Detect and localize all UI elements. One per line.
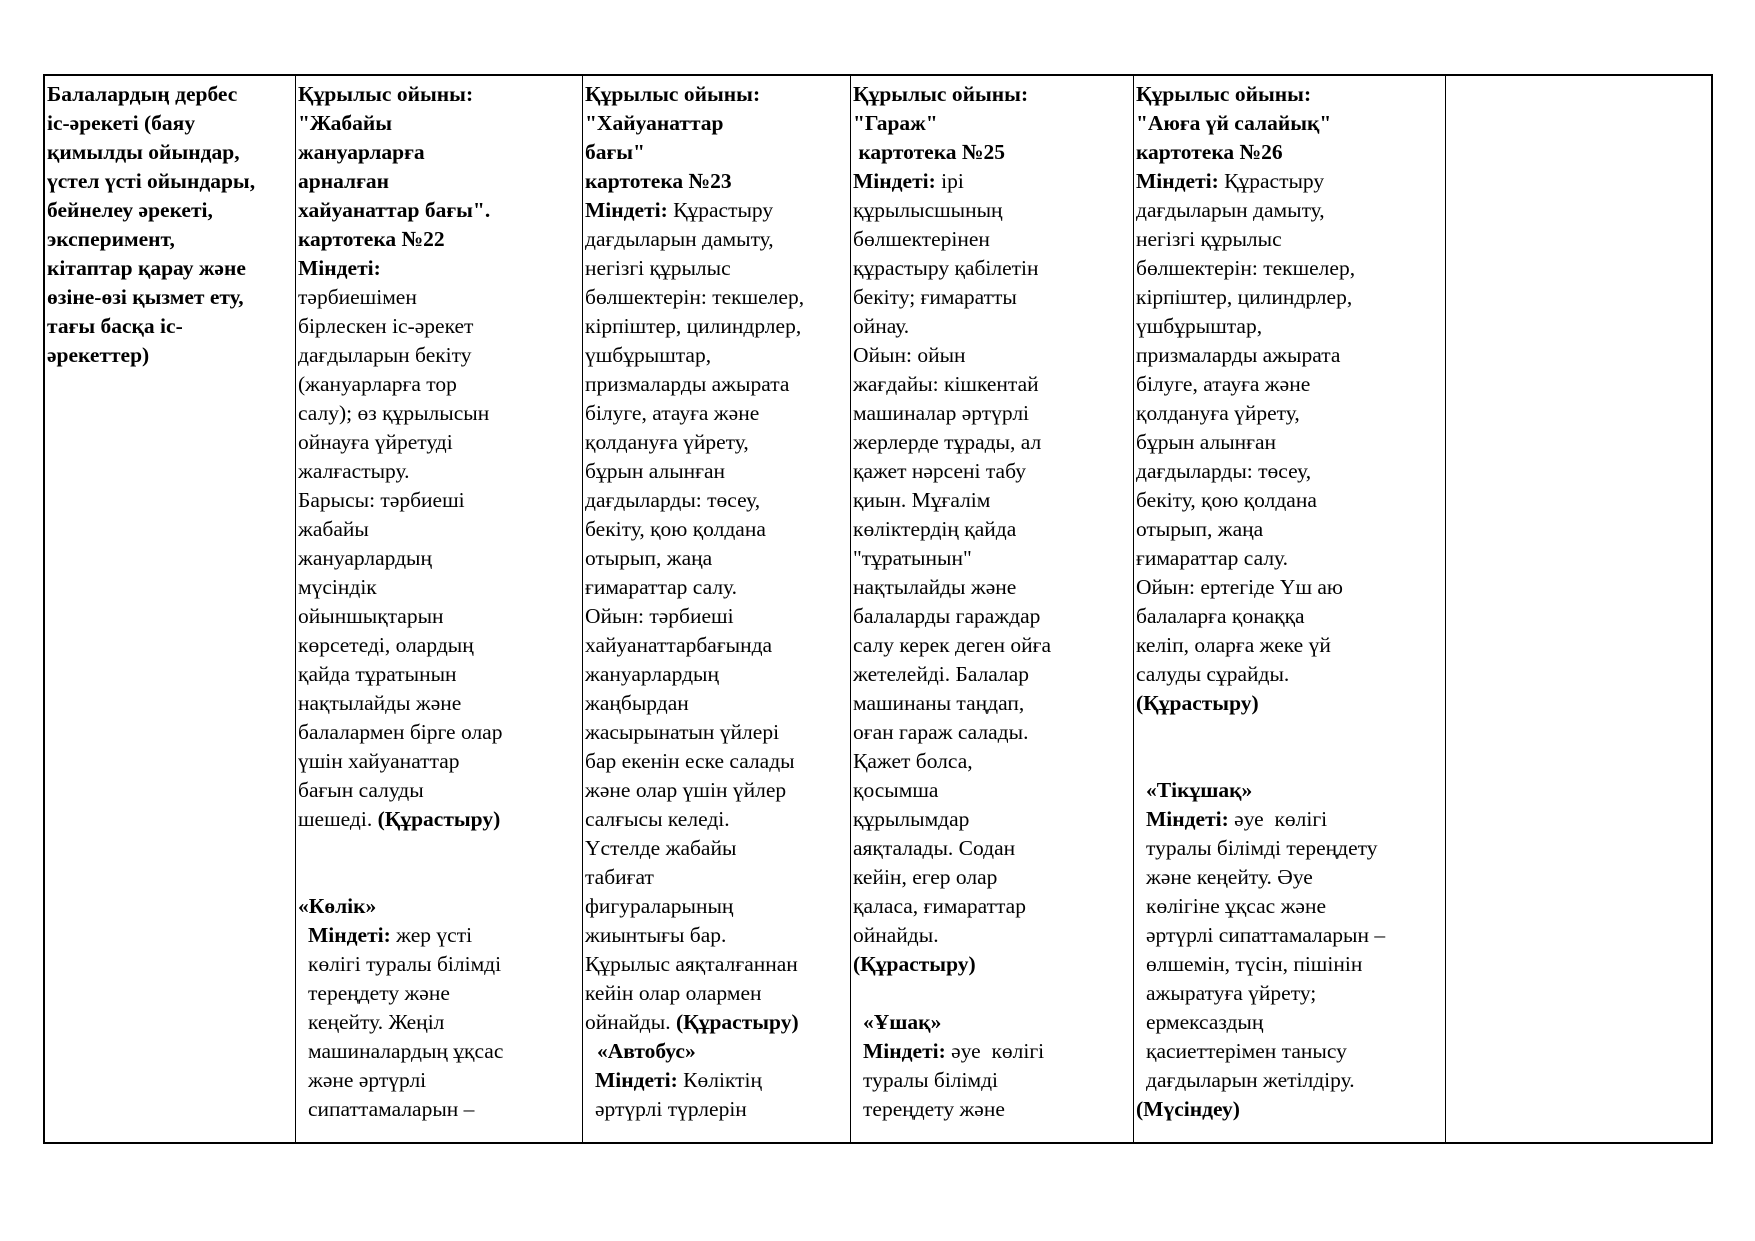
body-line: әртүрлі сипаттамаларын –	[1146, 923, 1386, 947]
body-line: Барысы: тәрбиеші	[298, 488, 465, 512]
task-line	[853, 167, 1131, 196]
body-line: тәрбиешімен	[298, 285, 417, 309]
body-line: призмаларды ажырата	[1136, 343, 1341, 367]
body-line: бекіту; ғимаратты	[853, 285, 1017, 309]
body-line: Ойын: ойын	[853, 343, 966, 367]
body-line: отырып, жаңа	[1136, 517, 1264, 541]
body-line: жануарлардың	[585, 662, 720, 686]
header-line: бейнелеу әрекеті,	[47, 198, 213, 222]
body-line: салу); өз құрылысын	[298, 401, 490, 425]
body-line: кірпіштер, цилиндрлер,	[585, 314, 802, 338]
body-line: дағдыларын дамыту,	[1136, 198, 1325, 222]
body-line: туралы білімді	[863, 1068, 999, 1092]
body-line: кеңейту. Жеңіл	[308, 1010, 445, 1034]
body-line: әртүрлі түрлерін	[595, 1097, 747, 1121]
sub-card-title: «Автобус»	[597, 1039, 696, 1063]
activity-header-cell	[45, 76, 295, 1142]
body-line: білуге, атауға және	[585, 401, 760, 425]
body-line: ойнауға үйретуді	[298, 430, 453, 454]
body-line: қолдануға үйрету,	[585, 430, 749, 454]
body-line: машинаны таңдап,	[853, 691, 1025, 715]
body-line: дағдыларды: төсеу,	[585, 488, 761, 512]
body-line: қосымша	[853, 778, 939, 802]
card-title-line: картотека №26	[1136, 140, 1283, 164]
body-line: ғимараттар салу.	[1136, 546, 1289, 570]
body-line: бағын салуды	[298, 778, 424, 802]
body-line: хайуанаттарбағында	[585, 633, 773, 657]
body-text: жер үсті	[396, 923, 473, 947]
body-line: құрылысшының	[853, 198, 1003, 222]
body-line: дағдыларын жетілдіру.	[1146, 1068, 1355, 1092]
body-line: призмаларды ажырата	[585, 372, 790, 396]
body-line: бұрын алынған	[585, 459, 726, 483]
task-label: Міндеті:	[863, 1039, 946, 1063]
card-title-line: картотека №22	[298, 227, 445, 251]
body-text: ірі	[941, 169, 964, 193]
body-text: Құрастыру	[1224, 169, 1325, 193]
header-line: қимылды ойындар,	[47, 140, 240, 164]
activity-tag: (Құрастыру)	[1136, 691, 1259, 715]
body-line: жерлерде тұрады, ал	[853, 430, 1042, 454]
body-line: білуге, атауға және	[1136, 372, 1311, 396]
body-line: табиғат	[585, 865, 654, 889]
sub-task-line	[1136, 805, 1443, 834]
body-text: әуе көлігі	[951, 1039, 1045, 1063]
card-title-line: картотека №23	[585, 169, 732, 193]
body-line: жасырынатын үйлері	[585, 720, 780, 744]
wild-animals-zoo-cell	[295, 76, 582, 1142]
body-line-with-tag	[298, 805, 580, 834]
body-line: тереңдету және	[863, 1097, 1005, 1121]
task-label: Міндеті:	[853, 169, 936, 193]
body-line: балаларды гараждар	[853, 604, 1041, 628]
card-title-line: Құрылыс ойыны:	[853, 82, 1029, 106]
body-line: оған гараж салады.	[853, 720, 1029, 744]
body-line: өлшемін, түсін, пішінін	[1146, 952, 1363, 976]
body-line: қиын. Мұғалім	[853, 488, 991, 512]
header-line: іс-әрекеті (баяу	[47, 111, 196, 135]
task-line	[585, 196, 848, 225]
body-line: нақтылайды және	[298, 691, 462, 715]
activity-tag: (Құрастыру)	[377, 807, 501, 831]
body-line: салу керек деген ойға	[853, 633, 1052, 657]
card-title-line: бағы"	[585, 140, 645, 164]
body-line: негізгі құрылыс	[1136, 227, 1282, 251]
body-line: және әртүрлі	[308, 1068, 427, 1092]
body-line: қолдануға үйрету,	[1136, 401, 1300, 425]
body-line: көліктердің қайда	[853, 517, 1017, 541]
body-line: дағдыларын дамыту,	[585, 227, 774, 251]
body-line: ойнау.	[853, 314, 910, 338]
body-line: құрастыру қабілетін	[853, 256, 1039, 280]
card-title-line: картотека №25	[853, 140, 1006, 164]
body-line: кірпіштер, цилиндрлер,	[1136, 285, 1353, 309]
body-line: және кеңейту. Әуе	[1146, 865, 1313, 889]
body-line: Құрылыс аяқталғаннан	[585, 952, 798, 976]
card-title-line: "Аюға үй салайық"	[1136, 111, 1332, 135]
card-title-line: арналған	[298, 169, 389, 193]
body-line: жабайы	[298, 517, 369, 541]
body-text: ойнайды.	[585, 1010, 671, 1034]
body-line: дағдыларды: төсеу,	[1136, 459, 1312, 483]
body-line: мүсіндік	[298, 575, 377, 599]
body-line: Ойын: ертегіде Үш аю	[1136, 575, 1343, 599]
task-label: Міндеті:	[1146, 807, 1229, 831]
sub-task-line	[585, 1066, 848, 1095]
body-line: (жануарларға тор	[298, 372, 457, 396]
header-line: әрекеттер)	[47, 343, 150, 367]
sub-card-title: «Көлік»	[298, 894, 377, 918]
body-line: көлігі туралы білімді	[308, 952, 502, 976]
body-line: құрылымдар	[853, 807, 970, 831]
body-line: бөлшектерін: текшелер,	[585, 285, 805, 309]
task-label: Міндеті:	[585, 198, 668, 222]
garage-cell	[850, 76, 1133, 1142]
body-line: балалармен бірге олар	[298, 720, 503, 744]
body-line: Үстелде жабайы	[585, 836, 737, 860]
body-line: жетелейді. Балалар	[853, 662, 1030, 686]
body-line: Қажет болса,	[853, 749, 973, 773]
card-title-line: Құрылыс ойыны:	[585, 82, 761, 106]
body-text: Құрастыру	[673, 198, 774, 222]
body-line: бекіту, қою қолдана	[585, 517, 766, 541]
body-line: негізгі құрылыс	[585, 256, 731, 280]
task-label: Міндеті:	[1136, 169, 1219, 193]
body-line: қажет нәрсені табу	[853, 459, 1026, 483]
header-line: өзіне-өзі қызмет ету,	[47, 285, 244, 309]
body-line: көрсетеді, олардың	[298, 633, 474, 657]
body-line: ажыратуға үйрету;	[1146, 981, 1317, 1005]
body-line: туралы білімді тереңдету	[1146, 836, 1378, 860]
card-title-line: Құрылыс ойыны:	[298, 82, 474, 106]
sub-task-line	[853, 1037, 1131, 1066]
body-line: бөлшектерінен	[853, 227, 990, 251]
header-line: эксперимент,	[47, 227, 175, 251]
body-line: аяқталады. Содан	[853, 836, 1016, 860]
body-line: жануарлардың	[298, 546, 433, 570]
body-line: машиналар әртүрлі	[853, 401, 1030, 425]
body-line: жағдайы: кішкентай	[853, 372, 1039, 396]
body-line: ойнайды.	[853, 923, 939, 947]
body-line: фигураларының	[585, 894, 734, 918]
card-title-line: "Жабайы	[298, 111, 393, 135]
body-line: дағдыларын бекіту	[298, 343, 472, 367]
card-title-line: жануарларға	[298, 140, 425, 164]
body-line: бірлескен іс-әрекет	[298, 314, 474, 338]
card-title-line: "Хайуанаттар	[585, 111, 724, 135]
sub-task-line	[298, 921, 580, 950]
body-line: салуды сұрайды.	[1136, 662, 1290, 686]
body-line: жалғастыру.	[298, 459, 410, 483]
body-line: қаласа, ғимараттар	[853, 894, 1026, 918]
body-line: қайда тұратынын	[298, 662, 457, 686]
body-line: ғимараттар салу.	[585, 575, 738, 599]
body-line: үшбұрыштар,	[1136, 314, 1263, 338]
body-line: жиынтығы бар.	[585, 923, 727, 947]
body-line: жаңбырдан	[585, 691, 689, 715]
header-line: Балалардың дербес	[47, 82, 238, 106]
activity-tag: (Құрастыру)	[853, 952, 976, 976]
body-line: ермексаздың	[1146, 1010, 1264, 1034]
task-label: Міндеті:	[308, 923, 391, 947]
card-title-line: Құрылыс ойыны:	[1136, 82, 1312, 106]
body-line: кейін, егер олар	[853, 865, 998, 889]
body-line: балаларға қонаққа	[1136, 604, 1305, 628]
body-line: тереңдету және	[308, 981, 450, 1005]
header-line: кітаптар қарау және	[47, 256, 246, 280]
body-text: шешеді.	[298, 807, 373, 831]
body-line: бар екенін еске салады	[585, 749, 795, 773]
body-line: сипаттамаларын –	[308, 1097, 475, 1121]
body-line: кейін олар олармен	[585, 981, 762, 1005]
body-line: нақтылайды және	[853, 575, 1017, 599]
body-line: бұрын алынған	[1136, 430, 1277, 454]
header-line: үстел үсті ойындары,	[47, 169, 256, 193]
body-line: келіп, оларға жеке үй	[1136, 633, 1331, 657]
empty-cell	[1445, 76, 1711, 1142]
body-line: бекіту, қою қолдана	[1136, 488, 1317, 512]
body-line: үшбұрыштар,	[585, 343, 712, 367]
card-title-line: хайуанаттар бағы".	[298, 198, 491, 222]
body-line: және олар үшін үйлер	[585, 778, 787, 802]
body-line: үшін хайуанаттар	[298, 749, 460, 773]
sub-card-title: «Ұшақ»	[863, 1010, 942, 1034]
body-line: Ойын: тәрбиеші	[585, 604, 734, 628]
body-line: машиналардың ұқсас	[308, 1039, 504, 1063]
activity-tag: (Құрастыру)	[675, 1010, 799, 1034]
card-title-line: "Гараж"	[853, 111, 938, 135]
body-line: отырып, жаңа	[585, 546, 713, 570]
body-text: Көліктің	[683, 1068, 762, 1092]
body-line: ойыншықтарын	[298, 604, 444, 628]
sub-card-title: «Тікұшақ»	[1146, 778, 1253, 802]
activity-tag: (Мүсіндеу)	[1136, 1097, 1240, 1121]
body-line: бөлшектерін: текшелер,	[1136, 256, 1356, 280]
header-line: тағы басқа іс-	[47, 314, 183, 338]
bear-house-cell	[1133, 76, 1445, 1142]
body-line-with-tag	[585, 1008, 848, 1037]
body-line: көлігіне ұқсас және	[1146, 894, 1327, 918]
task-label: Міндеті:	[298, 256, 381, 280]
body-text: әуе көлігі	[1234, 807, 1328, 831]
zoo-cell	[582, 76, 850, 1142]
schedule-table	[43, 74, 1713, 1144]
task-label: Міндеті:	[595, 1068, 678, 1092]
body-line: қасиеттерімен танысу	[1146, 1039, 1347, 1063]
task-line	[1136, 167, 1443, 196]
body-line: салғысы келеді.	[585, 807, 730, 831]
body-line: "тұратынын"	[853, 546, 972, 570]
